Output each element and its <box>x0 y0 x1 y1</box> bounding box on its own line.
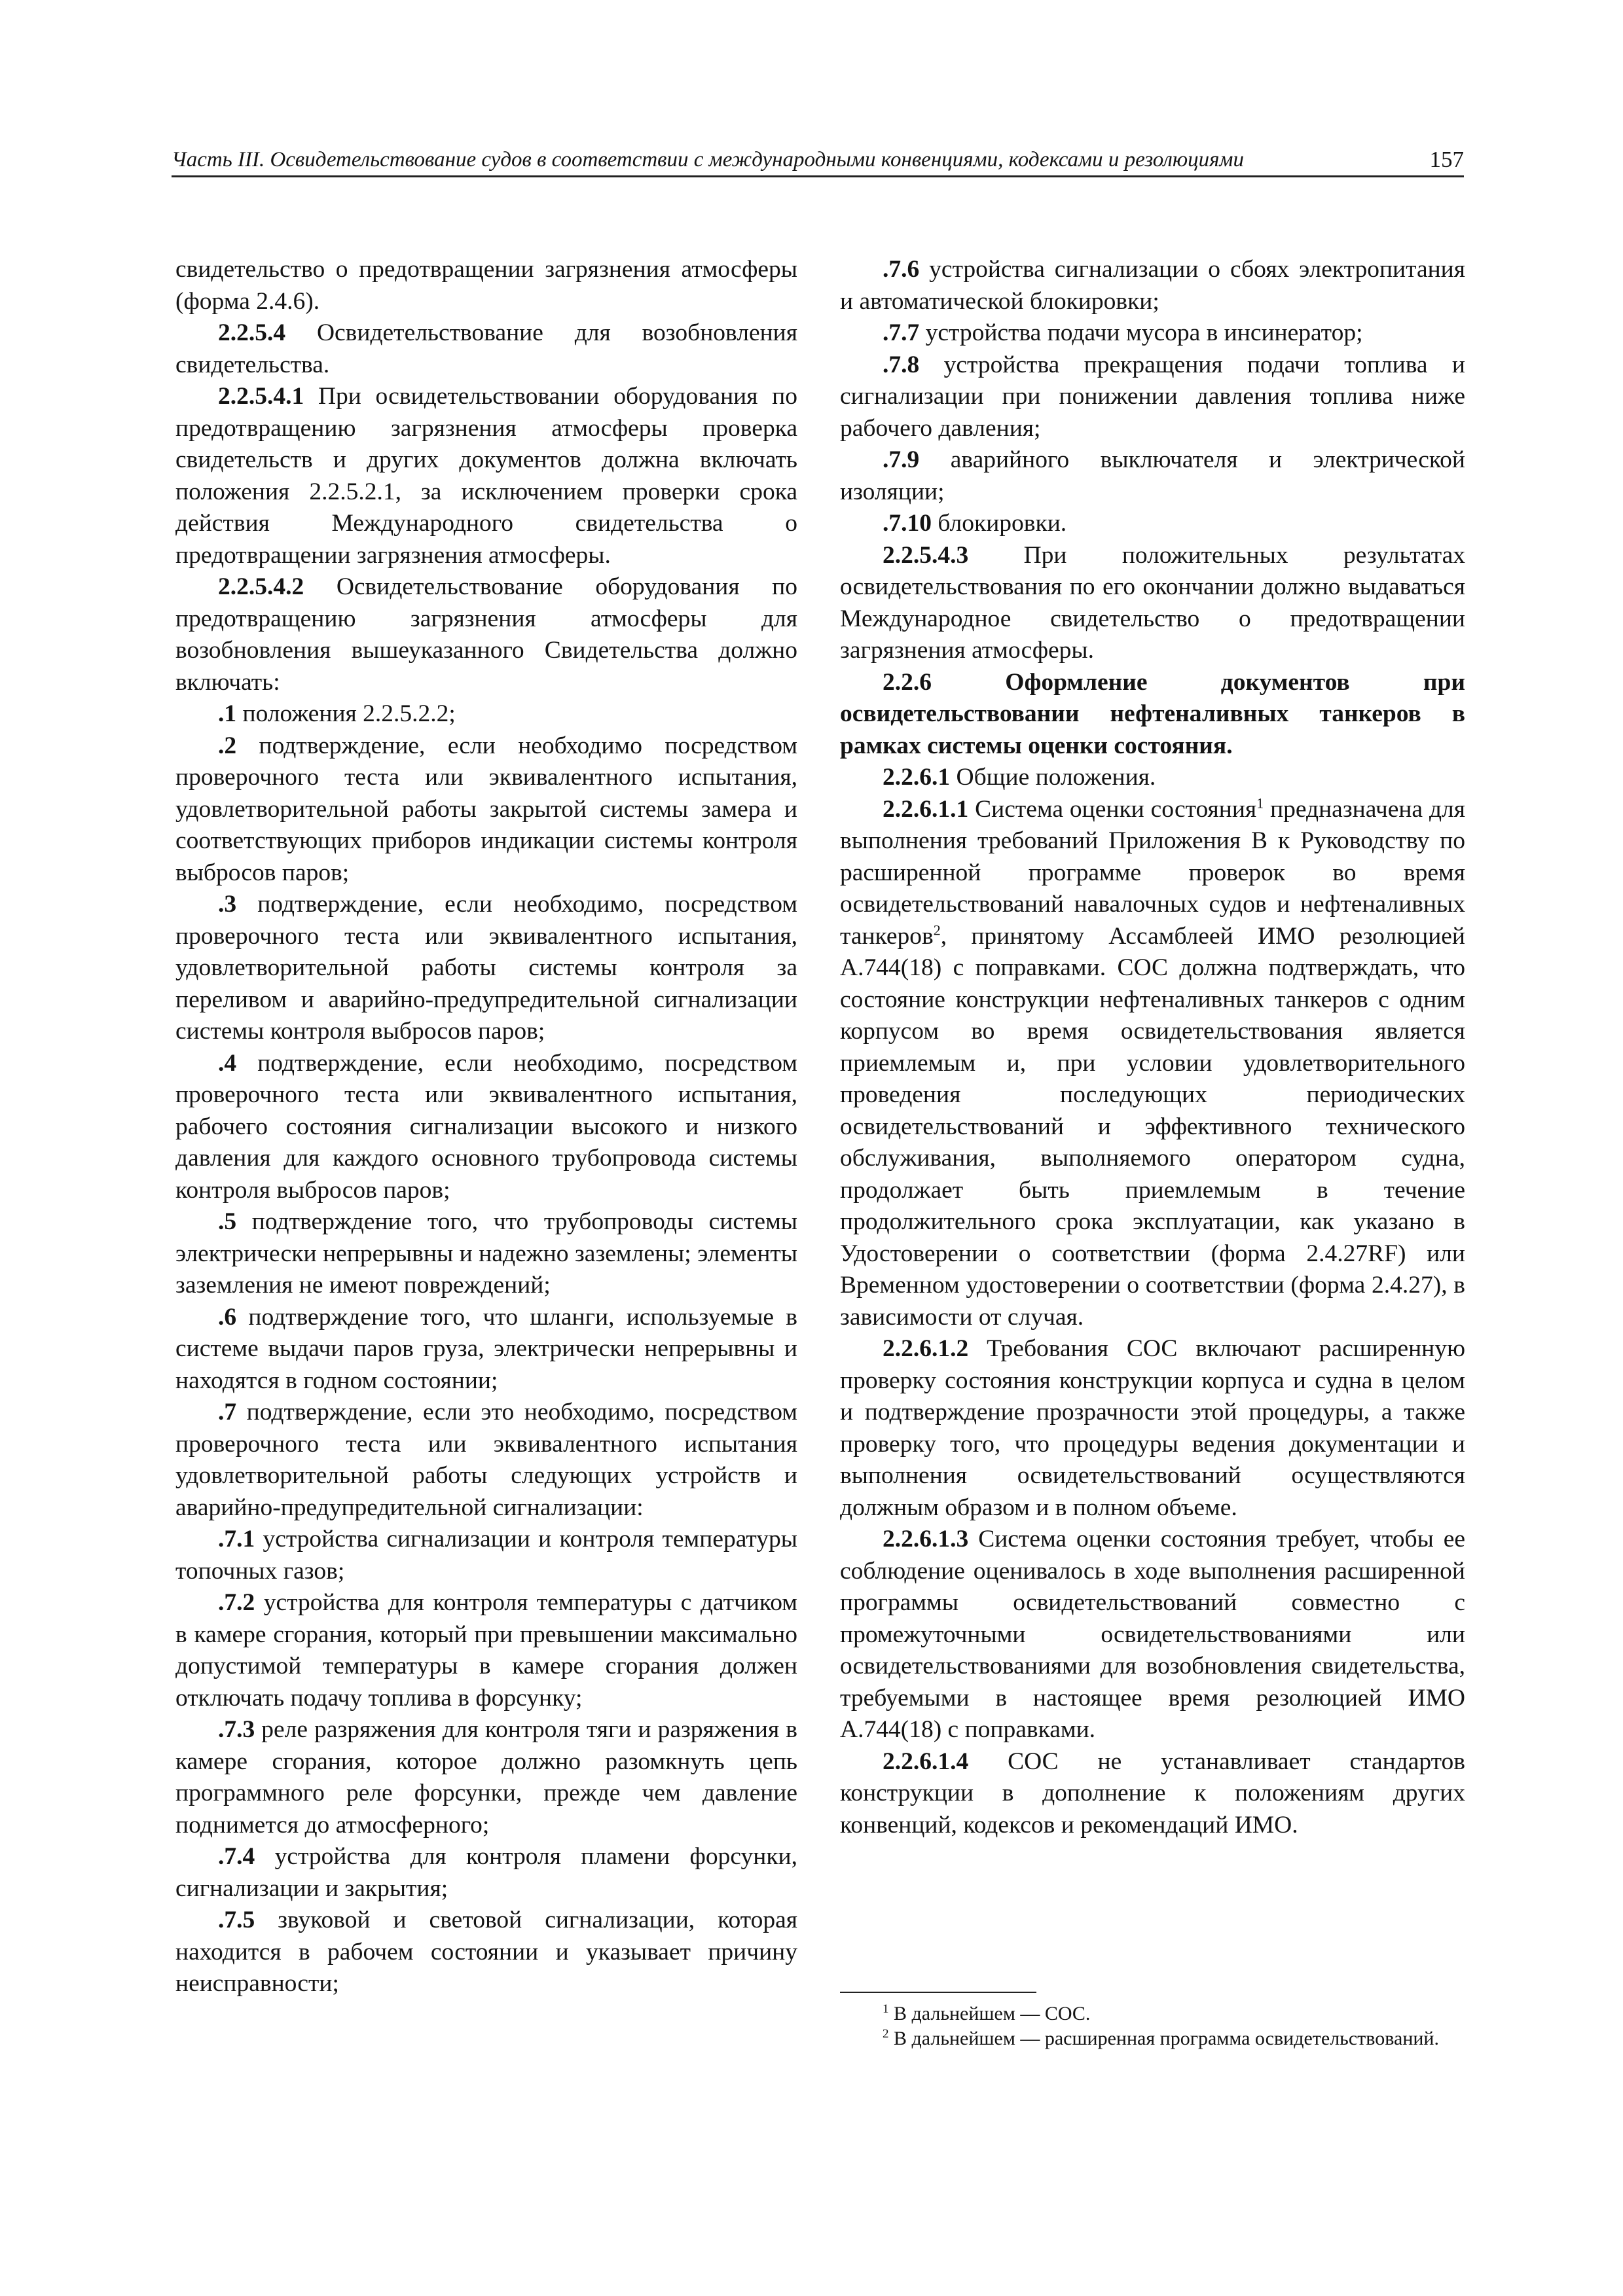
item-number: .1 <box>218 700 237 727</box>
item-number: .5 <box>218 1208 237 1235</box>
list-item: .4 подтверждение, если необходимо, посредством проверочного теста или эквивалентного испытания, рабочего состояния сигнализации высокого и низкого давления для каждого основного трубопровода системы контроля выбросов паров; <box>175 1049 797 1204</box>
list-item: .7.10 блокировки. <box>883 510 1067 537</box>
header-title: Часть III. Освидетельствование судов в соответствии с международными конвенциями, кодексами и резолюциями <box>172 148 1244 171</box>
item-number: .7.7 <box>883 319 920 346</box>
clause-number: 2.2.5.4 <box>218 319 286 346</box>
footnotes <box>840 2001 1465 2051</box>
footnote-divider <box>840 1992 1036 1993</box>
list-item: .5 подтверждение того, что трубопроводы системы электрически непрерывны и надежно заземлены; элементы заземления не имеют повреждений; <box>175 1208 797 1299</box>
list-item: .7.9 аварийного выключателя и электрической изоляции; <box>840 446 1465 505</box>
item-number: .7.1 <box>218 1526 255 1552</box>
item-number: .4 <box>218 1049 237 1077</box>
paragraph: 2.2.6.1.2 Требования СОС включают расширенную проверку состояния конструкции корпуса и судна в целом и подтверждение прозрачности этой процедуры, а также проверку того, что процедуры ведения документации и выполнения освидетельствований осуществляются должным образом и в полном объеме. <box>840 1335 1465 1521</box>
footnote-mark: 1 <box>883 2002 889 2016</box>
list-item: .7.7 устройства подачи мусора в инсинератор; <box>883 319 1363 346</box>
paragraph: 2.2.6.1.3 Система оценки состояния требует, чтобы ее соблюдение оценивалось в ходе выполнения расширенной программы освидетельствований совместно с промежуточными освидетельствованиями или освидетельствованиями для возобновления свидетельства, требуемыми в настоящее время резолюцией ИМО А.744(18) с поправками. <box>840 1526 1465 1743</box>
item-number: .7.6 <box>883 256 920 283</box>
list-item: .7.3 реле разряжения для контроля тяги и разряжения в камере сгорания, которое должно разомкнуть цепь программного реле форсунки, прежде чем давление поднимется до атмосферного; <box>175 1716 797 1839</box>
clause-number: 2.2.6.1 <box>883 764 951 791</box>
clause-number: 2.2.5.4.1 <box>218 383 304 410</box>
footnote-ref: 1 <box>1256 795 1264 811</box>
item-number: .7.3 <box>218 1716 255 1743</box>
item-number: .2 <box>218 732 237 759</box>
list-item: .7.1 устройства сигнализации и контроля температуры топочных газов; <box>175 1526 797 1585</box>
page-number: 157 <box>1429 147 1464 172</box>
clause-number: 2.2.6.1.1 <box>883 795 969 823</box>
right-column <box>840 254 1465 1841</box>
running-header <box>172 147 1464 177</box>
footnote-mark: 2 <box>883 2027 889 2041</box>
clause-number: 2.2.6.1.2 <box>883 1335 969 1362</box>
list-item: .7.2 устройства для контроля температуры с датчиком в камере сгорания, который при превышении максимально допустимой температуры в камере сгорания должен отключать подачу топлива в форсунку; <box>175 1589 797 1712</box>
paragraph: 2.2.5.4.2 Освидетельствование оборудования по предотвращению загрязнения атмосферы для возобновления вышеуказанного Свидетельства должно включать: <box>175 573 797 696</box>
list-item: .7 подтверждение, если это необходимо, посредством проверочного теста или эквивалентного испытания удовлетворительной работы следующих устройств и аварийно-предупредительной сигнализации: <box>175 1399 797 1521</box>
list-item: .7.6 устройства сигнализации о сбоях электропитания и автоматической блокировки; <box>840 256 1465 315</box>
section-heading: 2.2.6 Оформление документов при освидетельствовании нефтеналивных танкеров в рамках системы оценки состояния. <box>840 668 1465 759</box>
paragraph: свидетельство о предотвращении загрязнения атмосферы (форма 2.4.6). <box>175 256 797 315</box>
paragraph: 2.2.5.4.3 При положительных результатах освидетельствования по его окончании должно выдаваться Международное свидетельство о предотвращении загрязнения атмосферы. <box>840 541 1465 664</box>
footnote: $^2$ В дальнейшем — расширенная программа освидетельствований. <box>883 2027 1439 2049</box>
list-item: .7.4 устройства для контроля пламени форсунки, сигнализации и закрытия; <box>175 1843 797 1902</box>
list-item: .7.5 звуковой и световой сигнализации, которая находится в рабочем состоянии и указывает причину неисправности; <box>175 1907 797 1997</box>
item-number: .3 <box>218 891 237 918</box>
clause-number: 2.2.6.1.3 <box>883 1526 969 1552</box>
item-number: .7.5 <box>218 1907 255 1933</box>
left-column <box>175 254 797 2000</box>
clause-number: 2.2.5.4.2 <box>218 573 304 600</box>
paragraph: 2.2.5.4 Освидетельствование для возобновления свидетельства. <box>175 319 797 378</box>
item-number: .6 <box>218 1303 237 1331</box>
clause-number: 2.2.6.1.4 <box>883 1748 969 1775</box>
paragraph: 2.2.6.1.1 Система оценки состояния$^1$ предназначена для выполнения требований Приложения В к Руководству по расширенной программе проверок во время освидетельствований навалочных судов и нефтеналивных танкеров$^2$, принятому Ассамблеей ИМО резолюцией А.744(18) с поправками. СОС должна подтверждать, что состояние конструкции нефтеналивных танкеров с одним корпусом во время освидетельствования является приемлемым и, при условии удовлетворительного проведения последующих периодических освидетельствований и эффективного технического обслуживания, выполняемого оператором судна, продолжает быть приемлемым в течение продолжительного срока эксплуатации, как указано в Удостоверении о соответствии (форма 2.4.27RF) или Временном удостоверении о соответствии (форма 2.4.27), в зависимости от случая. <box>840 795 1466 1331</box>
item-number: .7 <box>218 1399 237 1426</box>
paragraph: 2.2.6.1 Общие положения. <box>883 764 1156 791</box>
clause-number: 2.2.5.4.3 <box>883 541 969 569</box>
item-number: .7.2 <box>218 1589 255 1616</box>
item-number: .7.10 <box>883 510 932 537</box>
list-item: .7.8 устройства прекращения подачи топлива и сигнализации при понижении давления топлива ниже рабочего давления; <box>840 351 1465 442</box>
item-number: .7.4 <box>218 1843 255 1870</box>
paragraph: 2.2.6.1.4 СОС не устанавливает стандартов конструкции в дополнение к положениям других конвенций, кодексов и рекомендаций ИМО. <box>840 1748 1465 1839</box>
list-item: .6 подтверждение того, что шланги, используемые в системе выдачи паров груза, электрически непрерывны и находятся в годном состоянии; <box>175 1303 797 1394</box>
list-item: .2 подтверждение, если необходимо посредством проверочного теста или эквивалентного испытания, удовлетворительной работы закрытой системы замера и соответствующих приборов индикации системы контроля выбросов паров; <box>175 732 797 886</box>
item-number: .7.8 <box>883 351 920 378</box>
list-item: .1 положения 2.2.5.2.2; <box>218 700 456 727</box>
footnote-ref: 2 <box>933 922 941 938</box>
paragraph: 2.2.5.4.1 При освидетельствовании оборудования по предотвращению загрязнения атмосферы проверка свидетельств и других документов должна включать положения 2.2.5.2.1, за исключением проверки срока действия Международного свидетельства о предотвращении загрязнения атмосферы. <box>175 383 797 569</box>
footnote: $^1$ В дальнейшем — СОС. <box>883 2002 1091 2024</box>
list-item: .3 подтверждение, если необходимо, посредством проверочного теста или эквивалентного испытания, удовлетворительной работы системы контроля за переливом и аварийно-предупредительной сигнализации системы контроля выбросов паров; <box>175 891 797 1045</box>
item-number: .7.9 <box>883 446 920 473</box>
